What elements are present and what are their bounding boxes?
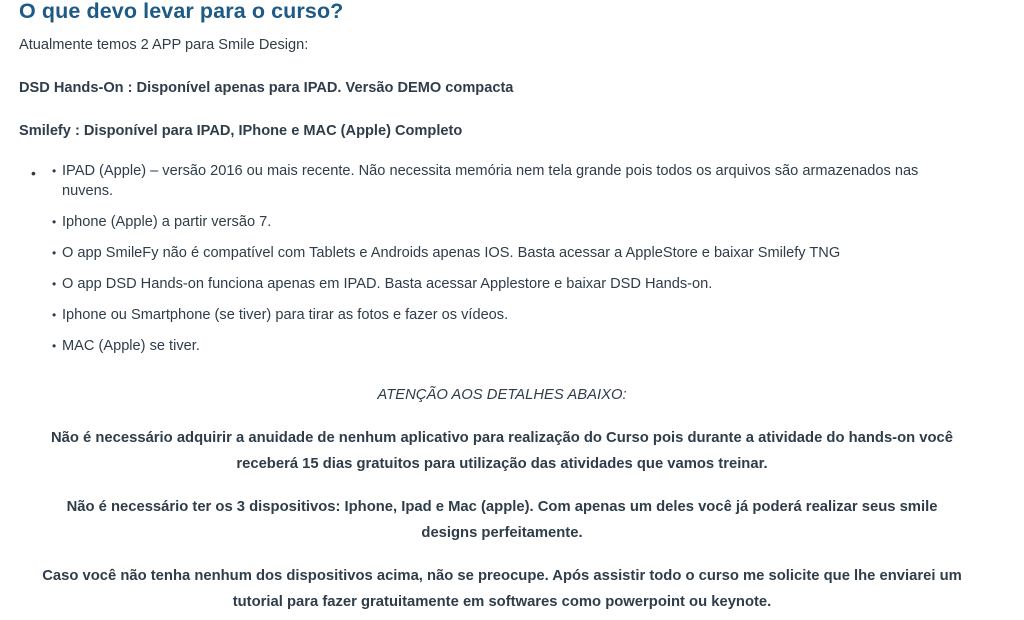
list-item-text: IPAD (Apple) – versão 2016 ou mais recente. Não necessita memória nem tela grande pois todos os arquivos são armazenados nas xyxy=(62,163,919,179)
note-line: designs perfeitamente. xyxy=(421,525,583,541)
bullet-icon: • xyxy=(52,308,57,322)
list-item-dsd-ipad xyxy=(52,274,1002,294)
note-devices xyxy=(0,494,1004,546)
bullet-icon: • xyxy=(52,215,57,229)
note-no-device xyxy=(0,563,1004,615)
app-dsd-hands-on: DSD Hands-On : Disponível apenas para IPAD. Versão DEMO compacta xyxy=(19,80,514,96)
list-item-text: MAC (Apple) se tiver. xyxy=(62,338,200,354)
note-line: Não é necessário ter os 3 dispositivos: Iphone, Ipad e Mac (apple). Com apenas um deles você já poderá realizar seus smile xyxy=(66,499,938,515)
attention-heading: ATENÇÃO AOS DETALHES ABAIXO: xyxy=(377,387,627,403)
note-line: Caso você não tenha nenhum dos dispositivos acima, não se preocupe. Após assistir todo o curso me solicite que lhe enviarei um xyxy=(42,568,962,584)
bullet-icon: • xyxy=(52,246,57,260)
bullet-icon: • xyxy=(52,339,57,353)
page-title: O que devo levar para o curso? xyxy=(19,0,344,23)
app-smilefy: Smilefy : Disponível para IPAD, IPhone e MAC (Apple) Completo xyxy=(19,123,463,139)
note-line: Não é necessário adquirir a anuidade de nenhum aplicativo para realização do Curso pois durante a atividade do hands-on você xyxy=(50,430,954,446)
list-item-text: Iphone ou Smartphone (se tiver) para tirar as fotos e fazer os vídeos. xyxy=(62,307,509,323)
list-item-text-continued: nuvens. xyxy=(62,183,114,199)
list-item-smartphone xyxy=(52,305,1002,325)
list-item-iphone xyxy=(52,212,1002,232)
outer-bullet-marker: • xyxy=(31,165,36,181)
list-item-text: O app SmileFy não é compatível com Tablets e Androids apenas IOS. Basta acessar a AppleStore e baixar Smilefy TNG xyxy=(62,245,841,261)
list-item-ipad xyxy=(52,161,1002,201)
bullet-icon: • xyxy=(52,164,57,178)
intro-text: Atualmente temos 2 APP para Smile Design: xyxy=(19,37,309,53)
list-item-text: Iphone (Apple) a partir versão 7. xyxy=(62,214,272,230)
list-item-smilefy-compat xyxy=(52,243,1002,263)
list-item-text: O app DSD Hands-on funciona apenas em IPAD. Basta acessar Applestore e baixar DSD Hands-on. xyxy=(62,276,713,292)
bullet-icon: • xyxy=(52,277,57,291)
note-annuity xyxy=(0,425,1004,477)
note-line: receberá 15 dias gratuitos para utilização das atividades que vamos treinar. xyxy=(236,456,768,472)
list-item-mac xyxy=(52,336,1002,356)
note-line: tutorial para fazer gratuitamente em softwares como powerpoint ou keynote. xyxy=(232,594,772,610)
